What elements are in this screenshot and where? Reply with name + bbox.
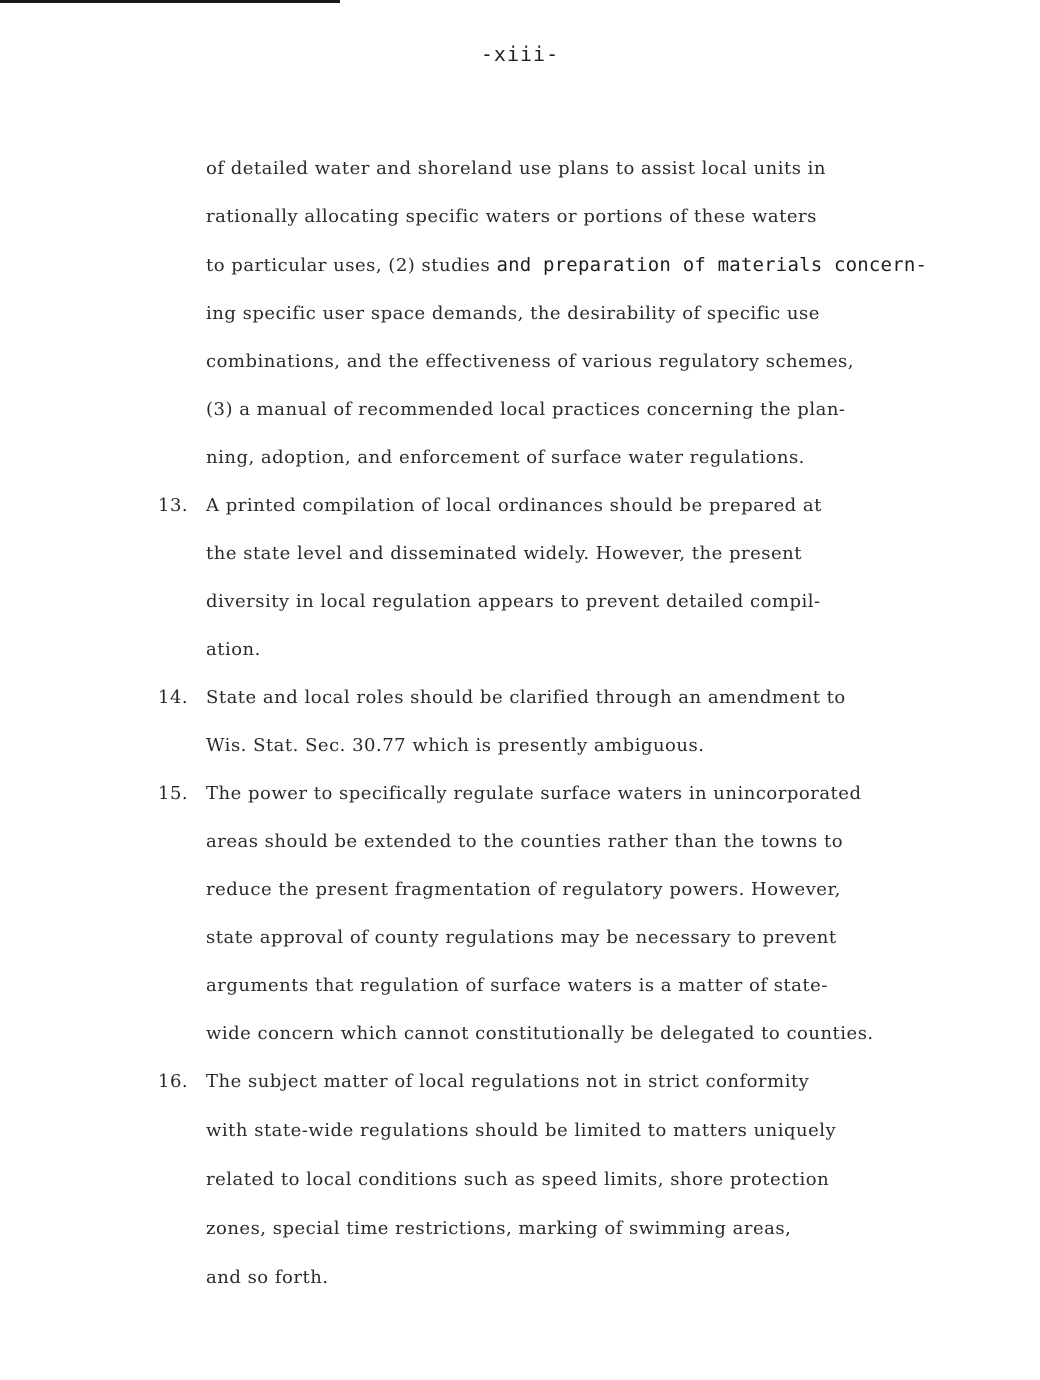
text-line: ning, adoption, and enforcement of surface water regulations. [206,447,805,468]
text-line: ation. [206,639,261,660]
text-line: related to local conditions such as speed limits, shore protection [206,1169,830,1190]
text-line: and so forth. [206,1267,329,1288]
text-line: ing specific user space demands, the desirability of specific use [206,303,820,324]
text-fragment: to particular uses, (2) studies [206,255,497,276]
item-number: 14. [158,687,189,708]
item-number: 15. [158,783,189,804]
text-line: of detailed water and shoreland use plans to assist local units in [206,158,827,179]
text-line: (3) a manual of recommended local practices concerning the plan- [206,399,846,420]
text-line [206,253,927,278]
text-line: The subject matter of local regulations not in strict conformity [206,1071,810,1092]
text-line: reduce the present fragmentation of regulatory powers. However, [206,879,841,900]
text-line: state approval of county regulations may be necessary to prevent [206,927,837,948]
text-line: Wis. Stat. Sec. 30.77 which is presently ambiguous. [206,735,705,756]
text-line: The power to specifically regulate surface waters in unincorporated [206,783,862,804]
text-line: the state level and disseminated widely. However, the present [206,543,802,564]
item-number: 16. [158,1071,189,1092]
text-line: rationally allocating specific waters or portions of these waters [206,206,817,227]
text-line: zones, special time restrictions, marking of swimming areas, [206,1218,792,1239]
page-number: -xiii- [480,42,560,66]
text-line: diversity in local regulation appears to prevent detailed compil- [206,591,821,612]
text-line: with state-wide regulations should be limited to matters uniquely [206,1120,837,1141]
top-rule [0,0,340,3]
text-line: arguments that regulation of surface waters is a matter of state- [206,975,828,996]
text-line: combinations, and the effectiveness of various regulatory schemes, [206,351,854,372]
text-line: State and local roles should be clarified through an amendment to [206,687,846,708]
text-line: wide concern which cannot constitutionally be delegated to counties. [206,1023,874,1044]
text-line: A printed compilation of local ordinances should be prepared at [206,495,822,516]
text-line: areas should be extended to the counties rather than the towns to [206,831,844,852]
typed-insert: and preparation of materials concern- [496,254,928,276]
item-number: 13. [158,495,189,516]
